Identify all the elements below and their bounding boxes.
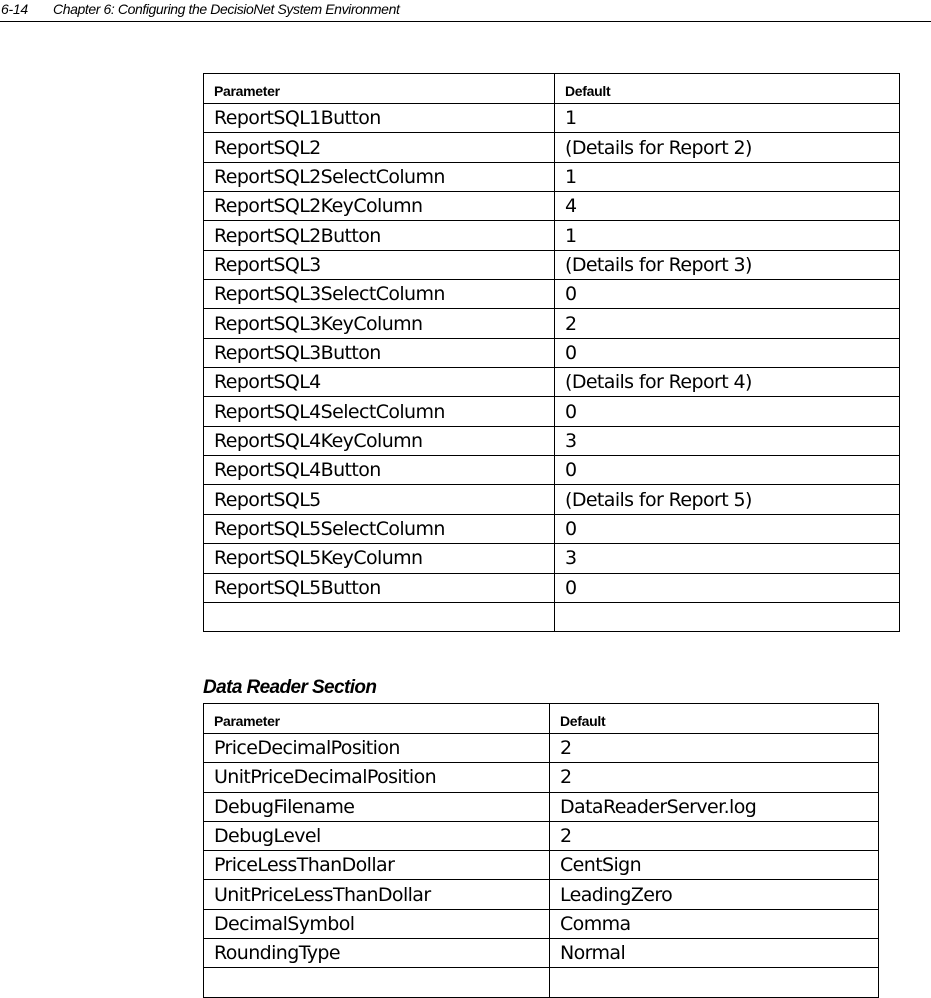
- default-cell: CentSign: [550, 851, 879, 880]
- parameter-cell: PriceLessThanDollar: [204, 851, 550, 880]
- table-row: [204, 573, 900, 602]
- parameter-cell: ReportSQL2SelectColumn: [204, 162, 555, 191]
- table-row: [204, 456, 900, 485]
- data-reader-table-body: [204, 734, 879, 998]
- table-row: [204, 397, 900, 426]
- data-reader-section-title: Data Reader Section: [203, 677, 377, 698]
- parameter-cell: ReportSQL4Button: [204, 456, 555, 485]
- report-sql-parameter-table: [203, 73, 900, 632]
- parameter-cell: ReportSQL5SelectColumn: [204, 514, 555, 543]
- parameter-cell: ReportSQL4KeyColumn: [204, 426, 555, 455]
- default-cell: 0: [555, 456, 900, 485]
- parameter-cell: ReportSQL4: [204, 368, 555, 397]
- table-header-row: [204, 704, 879, 734]
- parameter-cell: ReportSQL3: [204, 250, 555, 279]
- parameter-cell: DebugFilename: [204, 792, 550, 821]
- default-cell: 2: [550, 821, 879, 850]
- table-row: [204, 544, 900, 573]
- default-cell: [555, 602, 900, 631]
- table-row: [204, 909, 879, 938]
- table-row: [204, 763, 879, 792]
- default-cell: 2: [555, 309, 900, 338]
- parameter-cell: ReportSQL2KeyColumn: [204, 192, 555, 221]
- chapter-title: Chapter 6: Configuring the DecisioNet System Environment: [53, 1, 400, 17]
- default-cell: Normal: [550, 939, 879, 968]
- parameter-cell: ReportSQL2Button: [204, 221, 555, 250]
- table-row: [204, 514, 900, 543]
- column-header-default: Default: [555, 74, 900, 104]
- default-cell: 1: [555, 221, 900, 250]
- default-cell: Comma: [550, 909, 879, 938]
- parameter-cell: ReportSQL3Button: [204, 338, 555, 367]
- parameter-cell: ReportSQL3KeyColumn: [204, 309, 555, 338]
- page-number: 6-14: [1, 1, 28, 17]
- parameter-cell: ReportSQL5KeyColumn: [204, 544, 555, 573]
- table-row: [204, 162, 900, 191]
- data-reader-parameter-table: [203, 703, 879, 998]
- column-header-parameter: Parameter: [204, 704, 550, 734]
- default-cell: 2: [550, 734, 879, 763]
- default-cell: 2: [550, 763, 879, 792]
- default-cell: 0: [555, 338, 900, 367]
- parameter-cell: UnitPriceDecimalPosition: [204, 763, 550, 792]
- default-cell: LeadingZero: [550, 880, 879, 909]
- default-cell: (Details for Report 3): [555, 250, 900, 279]
- table-row: [204, 221, 900, 250]
- default-cell: 4: [555, 192, 900, 221]
- parameter-cell: ReportSQL2: [204, 133, 555, 162]
- table-row: [204, 133, 900, 162]
- default-cell: 0: [555, 573, 900, 602]
- default-cell: 3: [555, 426, 900, 455]
- table-row: [204, 968, 879, 997]
- table-row: [204, 309, 900, 338]
- default-cell: 0: [555, 514, 900, 543]
- parameter-cell: RoundingType: [204, 939, 550, 968]
- table-row: [204, 250, 900, 279]
- parameter-cell: ReportSQL1Button: [204, 104, 555, 133]
- parameter-cell: PriceDecimalPosition: [204, 734, 550, 763]
- default-cell: DataReaderServer.log: [550, 792, 879, 821]
- table-row: [204, 734, 879, 763]
- table-row: [204, 939, 879, 968]
- table-row: [204, 880, 879, 909]
- parameter-cell: DecimalSymbol: [204, 909, 550, 938]
- default-cell: 0: [555, 397, 900, 426]
- default-cell: (Details for Report 2): [555, 133, 900, 162]
- default-cell: 1: [555, 104, 900, 133]
- table-row: [204, 485, 900, 514]
- column-header-default: Default: [550, 704, 879, 734]
- default-cell: 0: [555, 280, 900, 309]
- parameter-cell: ReportSQL4SelectColumn: [204, 397, 555, 426]
- page-header: [0, 0, 931, 22]
- report-table-body: [204, 104, 900, 632]
- parameter-cell: UnitPriceLessThanDollar: [204, 880, 550, 909]
- default-cell: (Details for Report 5): [555, 485, 900, 514]
- table-row: [204, 851, 879, 880]
- table-row: [204, 426, 900, 455]
- default-cell: (Details for Report 4): [555, 368, 900, 397]
- table-row: [204, 368, 900, 397]
- table-row: [204, 602, 900, 631]
- parameter-cell: [204, 968, 550, 997]
- table-row: [204, 280, 900, 309]
- parameter-cell: ReportSQL3SelectColumn: [204, 280, 555, 309]
- parameter-cell: [204, 602, 555, 631]
- table-row: [204, 104, 900, 133]
- table-row: [204, 192, 900, 221]
- column-header-parameter: Parameter: [204, 74, 555, 104]
- parameter-cell: ReportSQL5Button: [204, 573, 555, 602]
- table-row: [204, 792, 879, 821]
- default-cell: [550, 968, 879, 997]
- parameter-cell: DebugLevel: [204, 821, 550, 850]
- table-row: [204, 821, 879, 850]
- default-cell: 1: [555, 162, 900, 191]
- table-row: [204, 338, 900, 367]
- table-header-row: [204, 74, 900, 104]
- parameter-cell: ReportSQL5: [204, 485, 555, 514]
- default-cell: 3: [555, 544, 900, 573]
